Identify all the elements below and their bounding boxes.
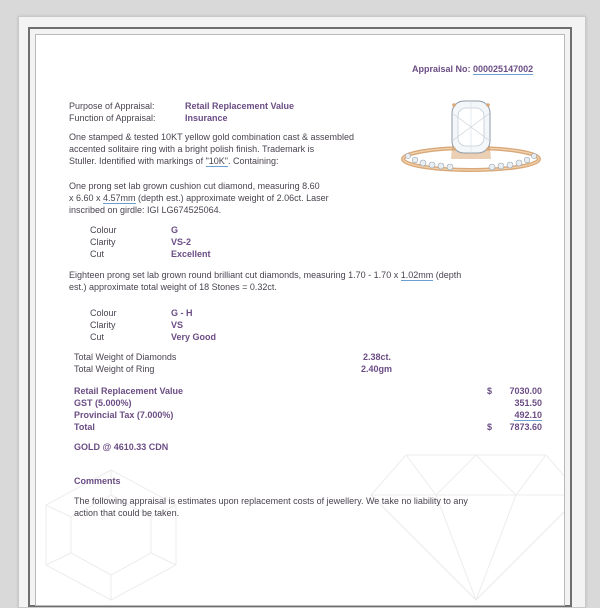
provincial-tax-label: Provincial Tax (7.000%)	[74, 410, 174, 420]
ring-photo-icon	[396, 93, 546, 188]
center-stone-line-2-a: x 6.60 x	[69, 193, 104, 203]
center-stone-line-2	[69, 192, 329, 204]
description-line-1: One stamped & tested 10KT yellow gold combination cast & assembled	[69, 132, 354, 142]
total-label: Total	[74, 422, 95, 432]
center-stone-line-2-c: (depth est.) approximate weight of 2.06ct. Laser	[135, 193, 329, 203]
description-marking: "10K"	[205, 156, 228, 166]
replacement-value-label: Retail Replacement Value	[74, 386, 184, 396]
side-clarity-label: Clarity	[90, 320, 116, 330]
center-cut-value: Excellent	[171, 249, 211, 259]
center-stone-line-3: inscribed on girdle: IGI LG674525064.	[69, 205, 222, 215]
appraisal-number-label: Appraisal No:	[412, 64, 471, 74]
description-line-2: accented solitaire ring with a bright polish finish. Trademark is	[69, 144, 315, 154]
center-colour-value: G	[171, 225, 179, 235]
diamond-watermark-icon	[366, 435, 565, 605]
description-line-3-c: . Containing:	[227, 156, 279, 166]
appraisal-number-value: 000025147002	[473, 64, 534, 74]
appraisal-number	[412, 63, 533, 75]
gst-value: 351.50	[514, 398, 542, 408]
side-stones-line-1-c: (depth	[433, 270, 462, 280]
side-colour-value: G - H	[171, 308, 193, 318]
diamond-weight-label: Total Weight of Diamonds	[74, 352, 177, 362]
provincial-tax-value	[482, 409, 542, 421]
center-clarity-label: Clarity	[90, 237, 116, 247]
comments-line-1: The following appraisal is estimates upon replacement costs of jewellery. We take no liability to any	[74, 496, 468, 506]
side-cut-value: Very Good	[171, 332, 217, 342]
function-value: Insurance	[185, 113, 228, 123]
gst-label: GST (5.000%)	[74, 398, 132, 408]
purpose-label: Purpose of Appraisal:	[69, 101, 155, 111]
side-stones-line-1-a: Eighteen prong set lab grown round brilliant cut diamonds, measuring 1.70 - 1.70 x	[69, 270, 401, 280]
diamond-weight-value: 2.38ct.	[363, 352, 392, 362]
side-colour-label: Colour	[90, 308, 117, 318]
ring-weight-label: Total Weight of Ring	[74, 364, 155, 374]
side-clarity-value: VS	[171, 320, 184, 330]
gold-rate: GOLD @ 4610.33 CDN	[74, 442, 169, 452]
comments-line-2: action that could be taken.	[74, 508, 180, 518]
currency-symbol-1: $	[487, 386, 493, 396]
appraisal-document	[35, 34, 565, 606]
description-line-3	[69, 155, 279, 167]
purpose-value: Retail Replacement Value	[185, 101, 295, 111]
side-cut-label: Cut	[90, 332, 105, 342]
provincial-tax-amount: 492.10	[514, 410, 542, 420]
currency-symbol-2: $	[487, 422, 493, 432]
center-stone-depth: 4.57mm	[103, 193, 136, 203]
center-stone-line-1: One prong set lab grown cushion cut diamond, measuring 8.60	[69, 181, 320, 191]
side-stones-line-2: est.) approximate total weight of 18 Stones = 0.32ct.	[69, 282, 277, 292]
center-colour-label: Colour	[90, 225, 117, 235]
side-stones-depth: 1.02mm	[400, 270, 434, 280]
description-line-3-a: Stuller. Identified with markings of	[69, 156, 206, 166]
center-clarity-value: VS-2	[171, 237, 192, 247]
center-cut-label: Cut	[90, 249, 105, 259]
function-label: Function of Appraisal:	[69, 113, 156, 123]
ring-weight-value: 2.40gm	[361, 364, 393, 374]
comments-heading: Comments	[74, 476, 121, 486]
side-stones-line-1	[69, 269, 461, 281]
replacement-value: 7030.00	[509, 386, 542, 396]
total-value: 7873.60	[509, 422, 542, 432]
